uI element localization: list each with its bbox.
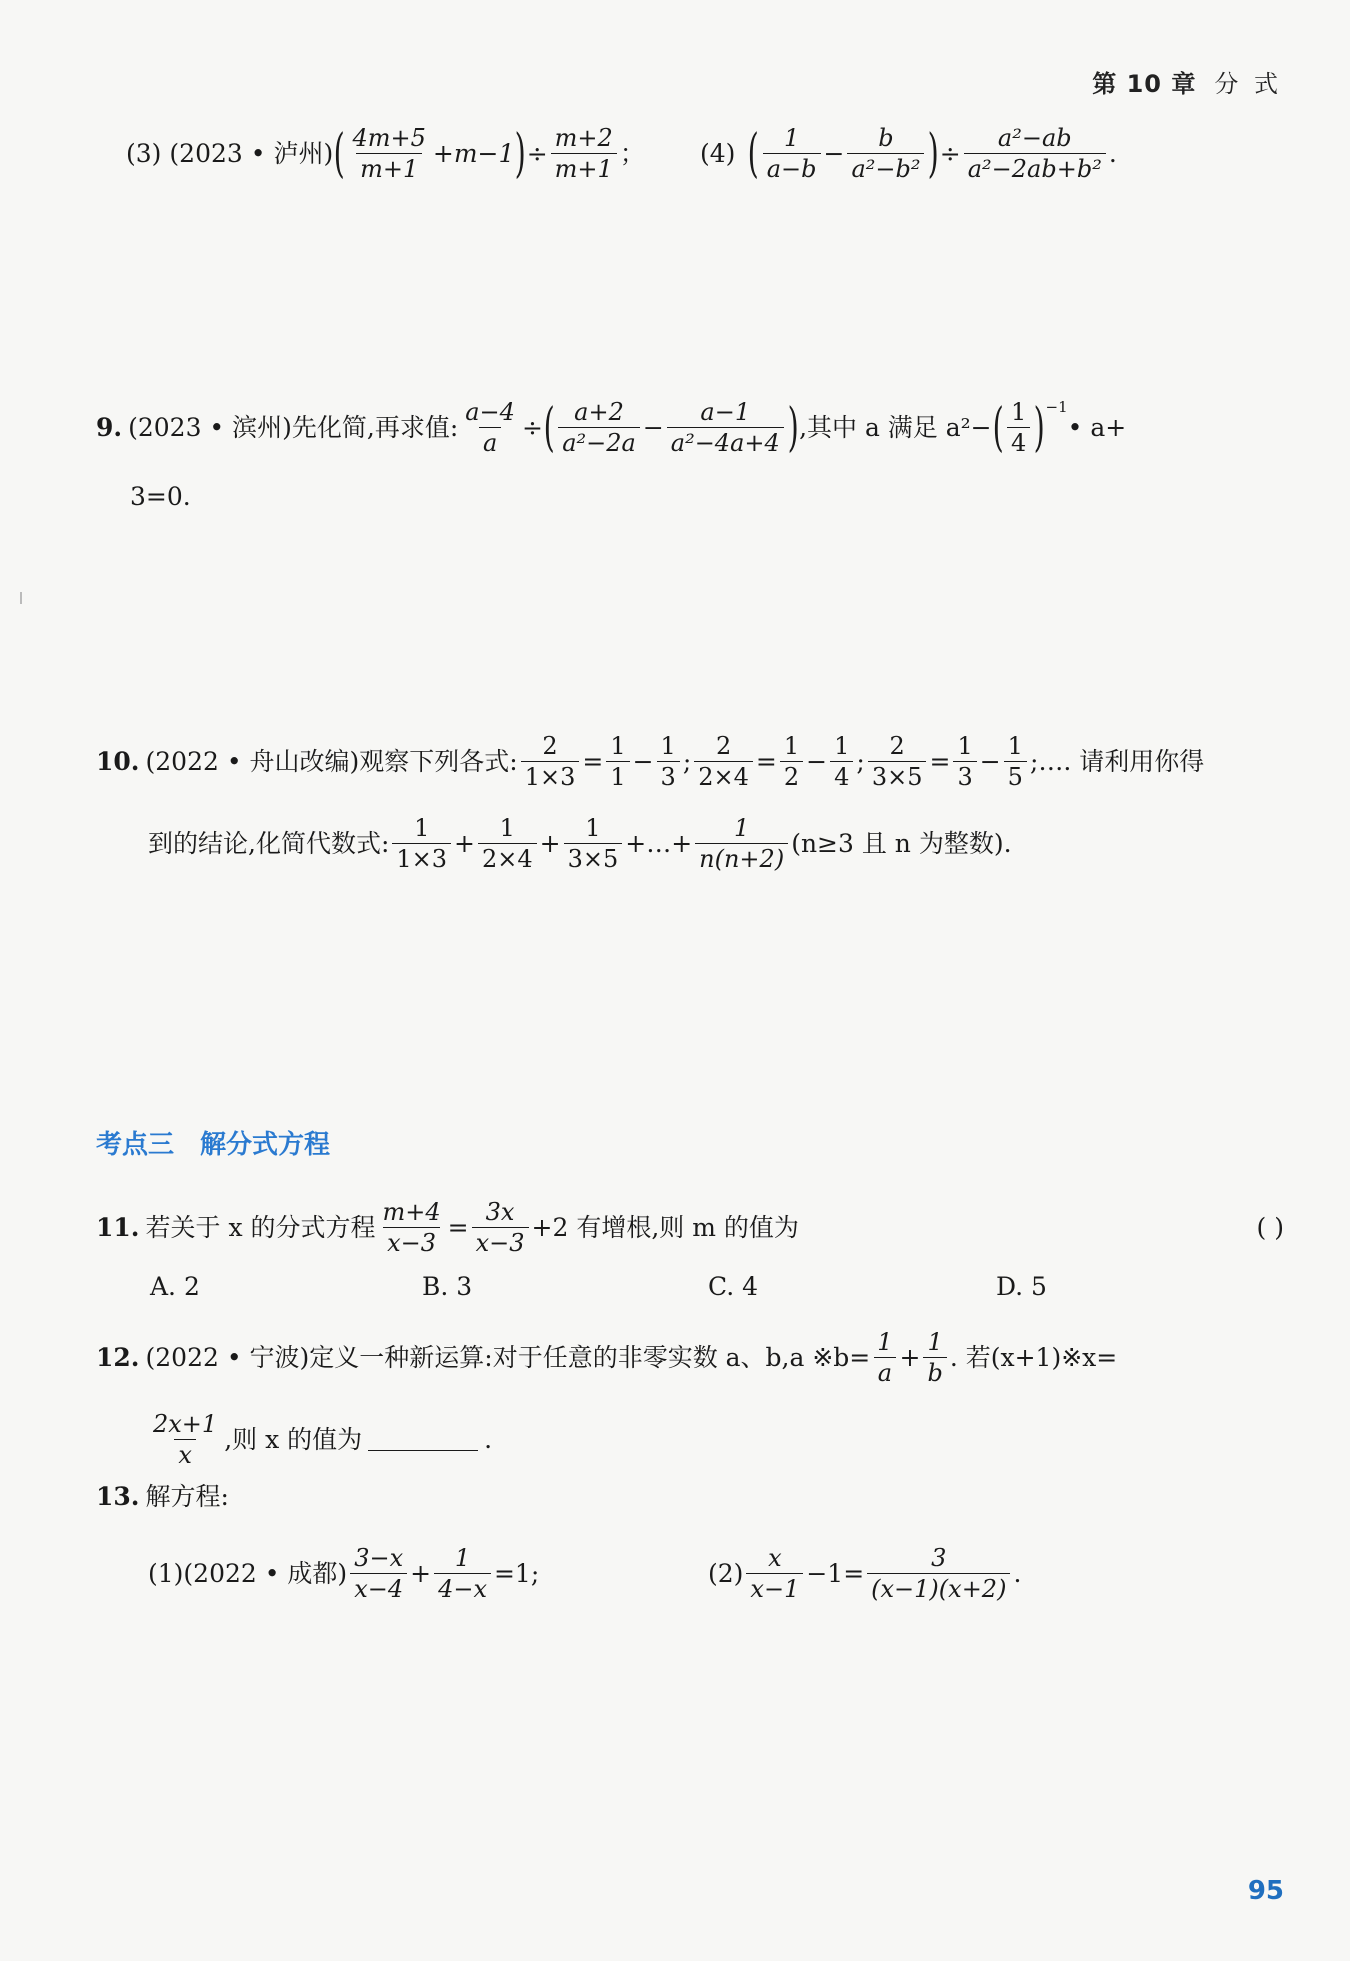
option-a[interactable]: A. 2 <box>150 1272 200 1301</box>
minus-sign: − <box>823 139 845 168</box>
option-d[interactable]: D. 5 <box>996 1272 1047 1301</box>
q13-part1: (1)(2022 • 成都) $\frac{3-x}{x-4}$ + $\frac{1}{4-x}$ =1; <box>148 1544 540 1603</box>
q9-line1 <box>96 397 1127 458</box>
q13-p2-label: (2) <box>708 1559 744 1588</box>
fraction: $\frac{1}{4-x}$ <box>434 1546 491 1601</box>
fraction: $\frac{1}{5}$ <box>1004 734 1027 789</box>
page-number: 95 <box>1247 1876 1284 1906</box>
fraction: $\frac{m+4}{x-3}$ <box>382 1198 441 1257</box>
fraction: $\frac{b}{\text{a²−b²}}$ <box>847 126 924 181</box>
q8-p4-end: . <box>1108 139 1117 168</box>
fraction: $\frac{m+2}{m+1}$ <box>551 126 617 181</box>
q10-tail: (n≥3 且 n 为整数). <box>791 829 1012 858</box>
minus-sign: − <box>642 413 664 442</box>
q10-line1: 10. (2022 • 舟山改编)观察下列各式: $\frac{2}{1\times 3}$ = $\frac{1}{1}$ − $\frac{1}{3}$ ; $\frac{2}{2\times 4}$ = $\frac{1}{2}$ − $\frac{1}{4}$ ; $\frac{2}{3\times 5}$ = $\frac{1}{3}$ − $\frac{1}{5}$ ;…. 请利用你得 <box>96 732 1205 791</box>
fraction: $\frac{1}{b}$ <box>923 1330 946 1385</box>
q9-text2: ,其中 a 满足 a²− <box>799 413 992 442</box>
fraction: $\frac{1}{3\times 5}$ <box>564 816 623 871</box>
q12-text1: (2022 • 宁波)定义一种新运算:对于任意的非零实数 a、b,a ※b= <box>145 1343 871 1372</box>
fraction: $\frac{2x+1}{x}$ <box>153 1410 218 1469</box>
question-number: 9. <box>96 413 123 442</box>
fraction: $\frac{a+2}{\text{a²−2a}}$ <box>558 400 640 455</box>
fraction: $\frac{1}{a-b}$ <box>763 126 821 181</box>
chapter-number: 第 10 章 <box>1092 70 1197 98</box>
answer-paren[interactable]: ( ) <box>1256 1213 1284 1242</box>
fraction: $\frac{\text{a²−ab}}{\text{a²−2ab+b²}}$ <box>964 126 1106 181</box>
paren-open: ( <box>992 397 1004 458</box>
question-number: 13. <box>96 1482 140 1511</box>
question-number: 11. <box>96 1213 140 1242</box>
q13-p1-label: (1)(2022 • 成都) <box>148 1559 348 1588</box>
paren-open: ( <box>333 123 345 184</box>
fraction: $\frac{1}{n(n+2)}$ <box>695 816 788 871</box>
q12-text2: . 若(x+1)※x= <box>949 1343 1118 1372</box>
chapter-header <box>1092 64 1282 99</box>
fraction: $\frac{1}{3}$ <box>657 734 680 789</box>
fraction: $\frac{a-4}{a}$ <box>465 398 515 457</box>
fraction: $\frac{1}{2\times 4}$ <box>478 816 537 871</box>
divide-sign: ÷ <box>526 139 548 168</box>
exponent: −1 <box>1045 398 1068 416</box>
q13-part2: (2) $\frac{x}{x-1}$ −1= $\frac{3}{(x-1)(x+2)}$ . <box>708 1544 1022 1603</box>
paren-close: ) <box>928 123 940 184</box>
chapter-title: 分 式 <box>1214 70 1282 98</box>
answer-blank[interactable] <box>368 1428 478 1451</box>
q13-text: 解方程: <box>145 1482 229 1511</box>
fraction: $\frac{1}{1\times 3}$ <box>392 816 451 871</box>
section-title: 解分式方程 <box>200 1130 331 1160</box>
q10-text1: (2022 • 舟山改编)观察下列各式: <box>145 747 518 776</box>
fraction: $\frac{2}{1\times 3}$ <box>521 734 580 789</box>
question-number: 10. <box>96 747 140 776</box>
q13-p1-end: =1; <box>493 1559 540 1588</box>
section-heading <box>96 1124 330 1161</box>
q9-line2: 3=0. <box>130 482 191 511</box>
scan-mark <box>20 592 22 604</box>
fraction: $\frac{1}{4}$ <box>1007 400 1030 455</box>
question-number: 12. <box>96 1343 140 1372</box>
q10-text2: ;…. 请利用你得 <box>1029 747 1205 776</box>
q8-part3 <box>126 123 645 184</box>
fraction: $\frac{3-x}{x-4}$ <box>350 1546 407 1601</box>
q9-text3: • a+ <box>1067 413 1127 442</box>
q10-line2-text: 到的结论,化简代数式: <box>148 829 390 858</box>
divide-sign: ÷ <box>939 139 961 168</box>
q11-text2: +2 有增根,则 m 的值为 <box>531 1213 799 1242</box>
paren-close: ) <box>514 123 527 184</box>
q13-line1 <box>96 1484 229 1509</box>
q8-p4-label: (4) <box>700 139 736 168</box>
option-b[interactable]: B. 3 <box>422 1272 473 1301</box>
fraction: $\frac{1}{2}$ <box>780 734 803 789</box>
q8-p3-label: (3) <box>126 139 162 168</box>
paren-close: ) <box>1033 397 1045 458</box>
q8-p3-source: (2023 • 泸州) <box>169 139 334 168</box>
fraction: $\frac{x}{x-1}$ <box>746 1546 803 1601</box>
paren-open: ( <box>747 123 760 184</box>
fraction: $\frac{2}{3\times 5}$ <box>868 734 927 789</box>
fraction: $\frac{3x}{x-3}$ <box>472 1200 529 1255</box>
q9-text1: (2023 • 滨州)先化简,再求值: <box>128 413 459 442</box>
q8-p3-mid: +m−1 <box>432 139 515 168</box>
q11-text1: 若关于 x 的分式方程 <box>145 1213 376 1242</box>
q11-line1: 11. 若关于 x 的分式方程 $\frac{m+4}{x-3}$ = $\frac{3x}{x-3}$ +2 有增根,则 m 的值为 ( ) <box>96 1198 1284 1257</box>
paren-open: ( <box>543 397 555 458</box>
fraction: $\frac{1}{a}$ <box>873 1330 896 1385</box>
q8-part4 <box>700 123 1117 184</box>
q12-line1: 12. (2022 • 宁波)定义一种新运算:对于任意的非零实数 a、b,a ※b= $\frac{1}{a}$ + $\frac{1}{b}$ . 若(x+1)※x= <box>96 1328 1118 1387</box>
q12-line2: $\frac{2x+1}{x}$ ,则 x 的值为 . <box>146 1412 492 1467</box>
fraction: $\frac{a-1}{\text{a²−4a+4}}$ <box>667 400 784 455</box>
fraction: $\frac{4m+5}{m+1}$ <box>352 124 426 183</box>
q12-text3: ,则 x 的值为 <box>224 1425 363 1454</box>
fraction: $\frac{3}{(x-1)(x+2)}$ <box>867 1546 1010 1601</box>
q10-line2: 到的结论,化简代数式: $\frac{1}{1\times 3}$ + $\frac{1}{2\times 4}$ + $\frac{1}{3\times 5}$ +…+ $\frac{1}{n(n+2)}$ (n≥3 且 n 为整数). <box>148 814 1012 873</box>
fraction: $\frac{1}{4}$ <box>830 734 853 789</box>
option-c[interactable]: C. 4 <box>708 1272 759 1301</box>
paren-close: ) <box>787 397 799 458</box>
fraction: $\frac{1}{3}$ <box>953 734 976 789</box>
q8-p3-end: ； <box>619 139 645 168</box>
fraction: $\frac{1}{1}$ <box>606 734 629 789</box>
divide-sign: ÷ <box>521 413 543 442</box>
section-label: 考点三 <box>96 1130 175 1160</box>
fraction: $\frac{2}{2\times 4}$ <box>694 734 753 789</box>
